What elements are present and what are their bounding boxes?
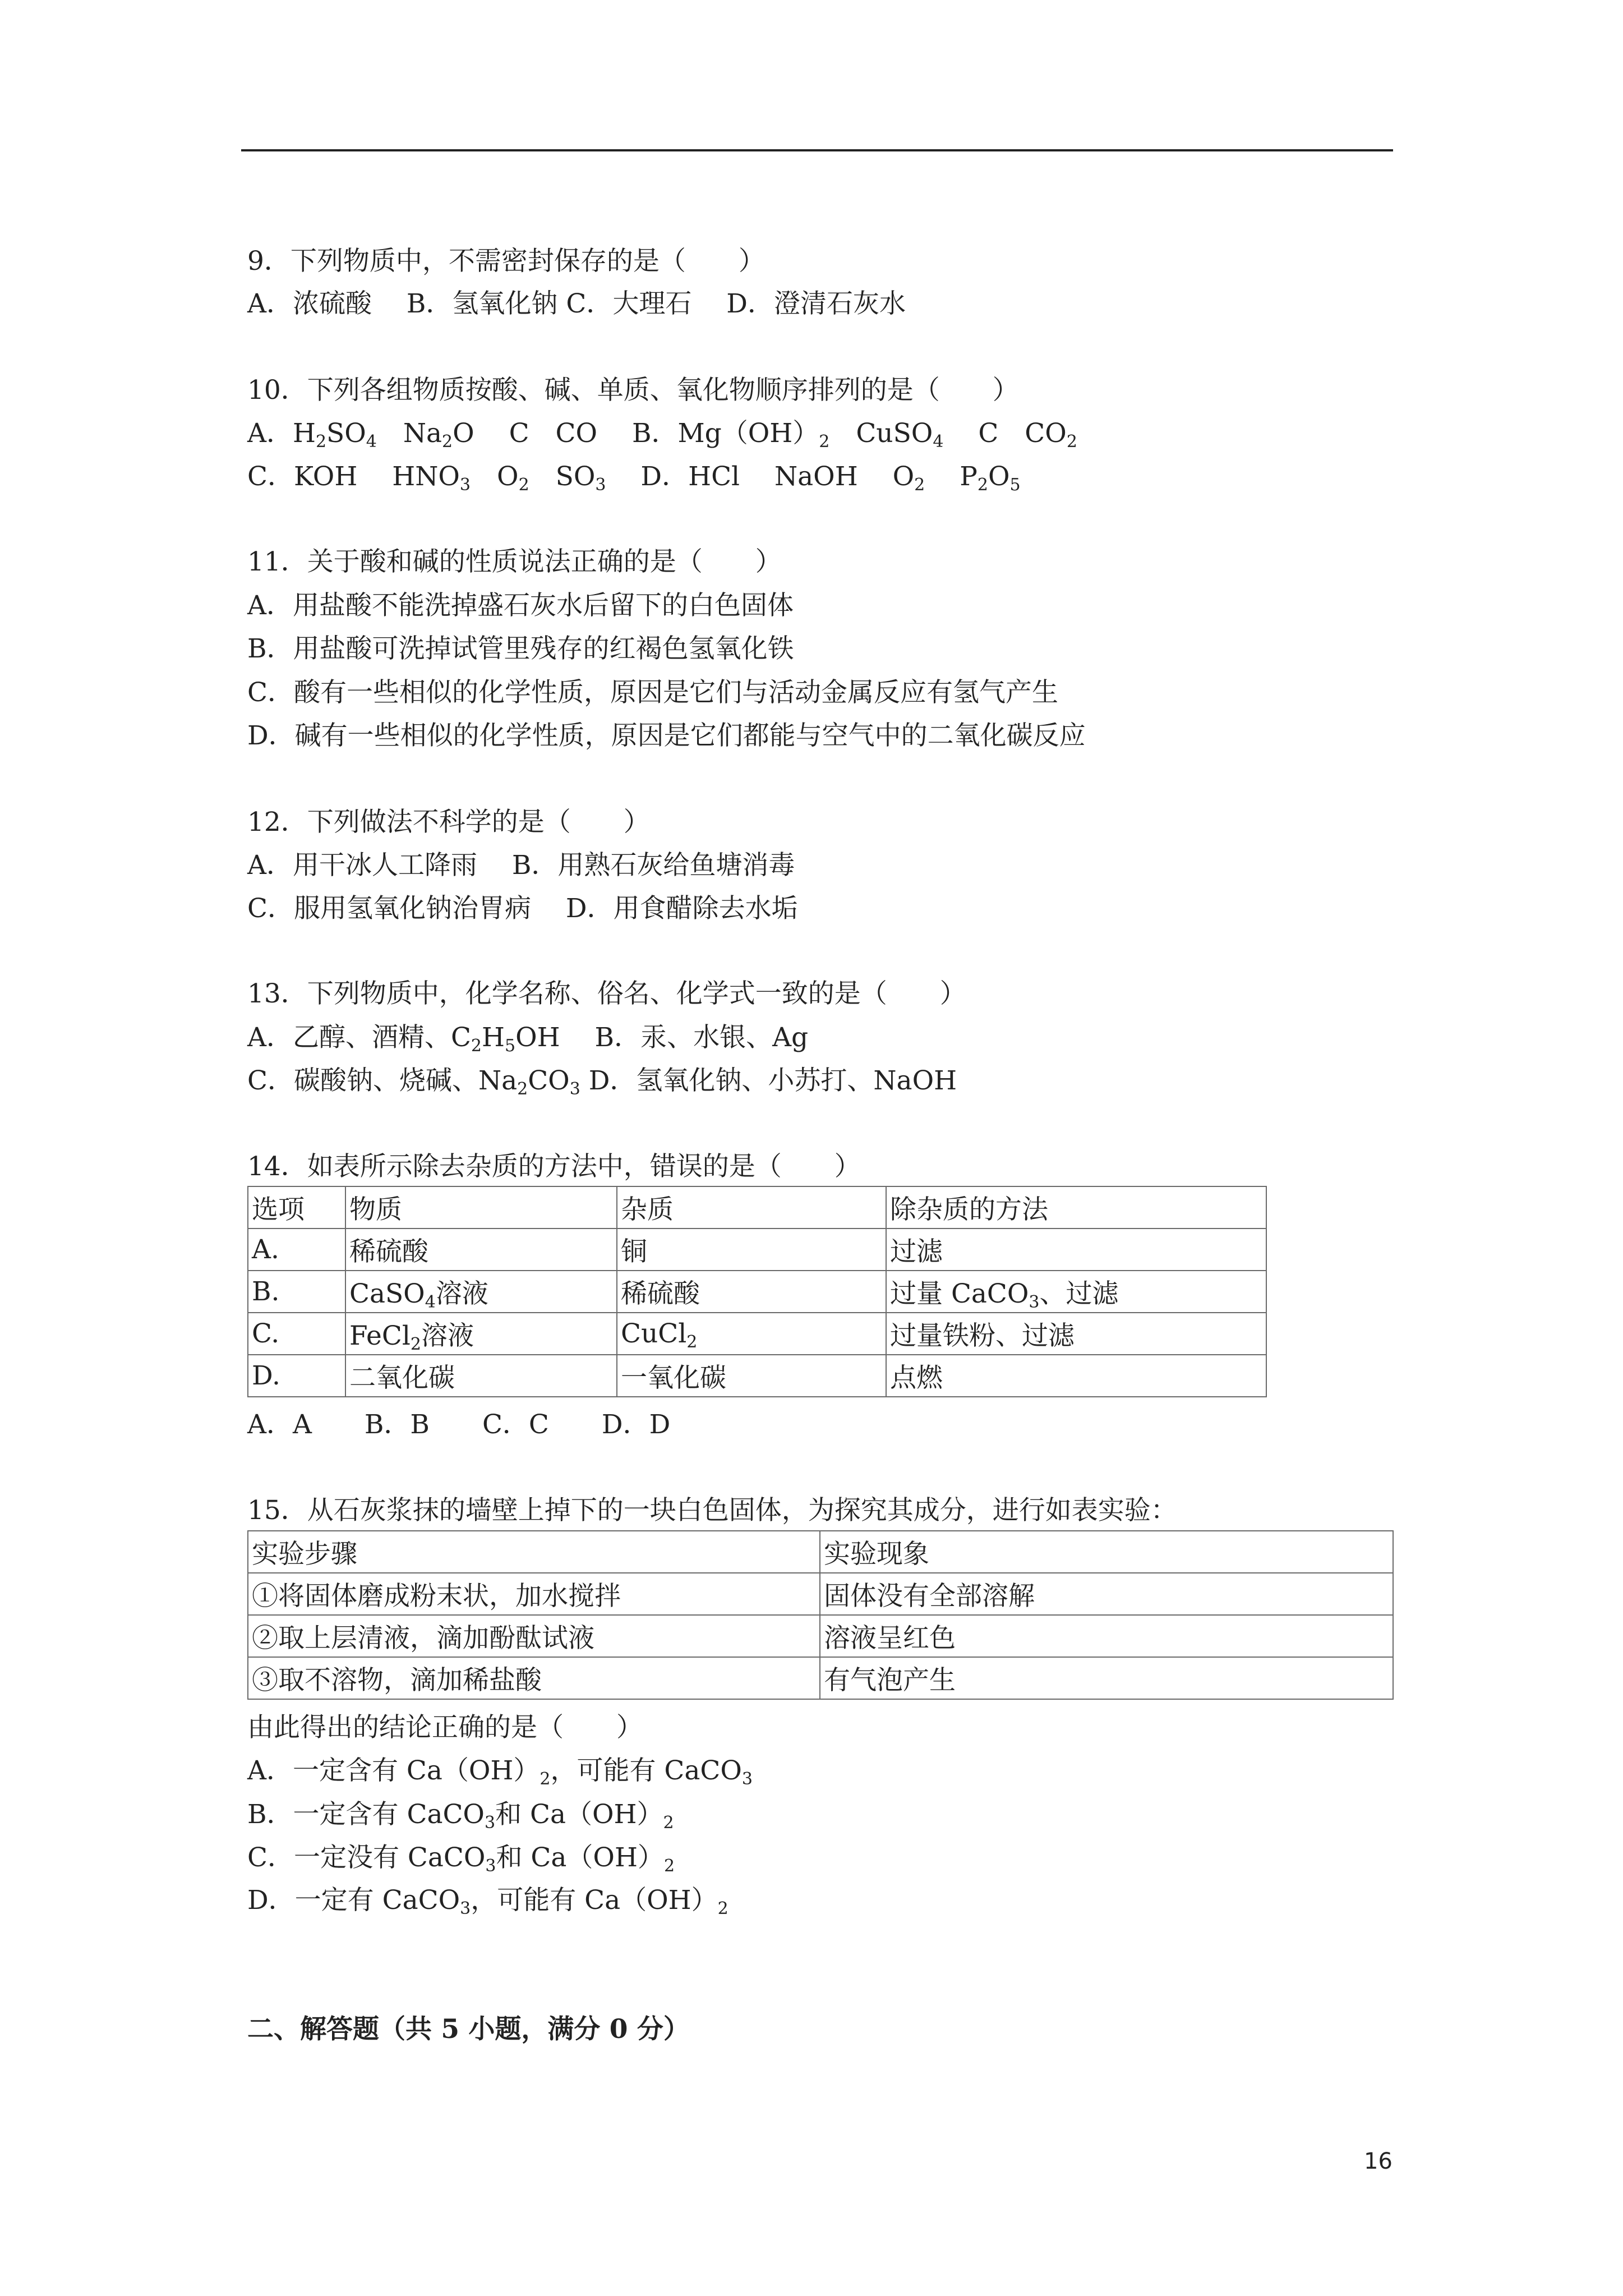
q14-options: A．A B．B C．C D．D — [247, 1409, 671, 1440]
option-cell: D. — [248, 1355, 345, 1397]
q11-option-c: C．酸有一些相似的化学性质，原因是它们与活动金属反应有氢气产生 — [247, 677, 1058, 708]
substance-cell: 二氧化碳 — [345, 1355, 617, 1397]
option-cell: A. — [248, 1228, 345, 1271]
q15-stem: 15．从石灰浆抹的墙壁上掉下的一块白色固体，为探究其成分，进行如表实验： — [247, 1495, 1177, 1526]
q11-stem: 11．关于酸和碱的性质说法正确的是（ ） — [247, 546, 782, 577]
step-cell: ③取不溶物，滴加稀盐酸 — [248, 1657, 820, 1699]
header-cell: 杂质 — [617, 1186, 886, 1228]
header-cell: 除杂质的方法 — [886, 1186, 1266, 1228]
table-row — [248, 1615, 1393, 1657]
q14-table — [247, 1186, 1267, 1397]
q15-option-b: B．一定含有 CaCO$_3$和 $Ca(OH)_2$ — [247, 1799, 674, 1833]
observation-cell: 固体没有全部溶解 — [820, 1573, 1393, 1615]
method-cell: 过滤 — [886, 1228, 1266, 1271]
impurity-cell: 一氧化碳 — [617, 1355, 886, 1397]
table-row — [248, 1573, 1393, 1615]
impurity-cell: 稀硫酸 — [617, 1271, 886, 1313]
substance-cell: CaSO$_4$溶液 — [345, 1271, 617, 1313]
q10-options-cd: C．KOH $HNO_3$ $O_2$ $SO_3$ D．HCl NaOH $O_2$ $P_2O_5$ — [247, 461, 1021, 495]
q13-options-cd: C．碳酸钠、烧碱、$Na_2CO_3$ D．氢氧化钠、小苏打、NaOH — [247, 1065, 957, 1099]
q9-stem: 9．下列物质中，不需密封保存的是（ ） — [247, 246, 765, 277]
table-header-row — [248, 1186, 1266, 1228]
step-cell: ②取上层清液，滴加酚酞试液 — [248, 1615, 820, 1657]
q10-options-ab: A．$H_2SO_4$ $Na_2O$ C CO B．$Mg(OH)_2$ CuSO$_4$ C $CO_2$ — [247, 418, 1077, 452]
method-cell: 过量铁粉、过滤 — [886, 1313, 1266, 1355]
q11-option-d: D．碱有一些相似的化学性质，原因是它们都能与空气中的二氧化碳反应 — [247, 720, 1086, 751]
header-rule — [241, 149, 1393, 151]
q15-conclusion: 由此得出的结论正确的是（ ） — [247, 1712, 643, 1743]
observation-cell: 溶液呈红色 — [820, 1615, 1393, 1657]
q15-table — [247, 1530, 1394, 1700]
substance-cell: FeCl$_2$溶液 — [345, 1313, 617, 1355]
option-cell: B. — [248, 1271, 345, 1313]
table-row — [248, 1271, 1266, 1313]
q12-options-ab: A．用干冰人工降雨 B．用熟石灰给鱼塘消毒 — [247, 850, 795, 881]
impurity-cell: 铜 — [617, 1228, 886, 1271]
q11-option-a: A．用盐酸不能洗掉盛石灰水后留下的白色固体 — [247, 590, 794, 621]
q10-stem: 10．下列各组物质按酸、碱、单质、氧化物顺序排列的是（ ） — [247, 375, 1019, 406]
table-row — [248, 1657, 1393, 1699]
q14-stem: 14．如表所示除去杂质的方法中，错误的是（ ） — [247, 1151, 861, 1182]
section-heading: 二、解答题（共 5 小题，满分 0 分） — [247, 2014, 690, 2045]
table-row — [248, 1228, 1266, 1271]
method-cell: 点燃 — [886, 1355, 1266, 1397]
header-cell: 实验现象 — [820, 1531, 1393, 1573]
table-row — [248, 1355, 1266, 1397]
table-row — [248, 1313, 1266, 1355]
method-cell: 过量 CaCO$_3$、过滤 — [886, 1271, 1266, 1313]
q15-option-d: D．一定有 CaCO$_3$，可能有 $Ca(OH)_2$ — [247, 1885, 728, 1918]
q12-options-cd: C．服用氢氧化钠治胃病 D．用食醋除去水垢 — [247, 893, 798, 924]
header-cell: 实验步骤 — [248, 1531, 820, 1573]
q11-option-b: B．用盐酸可洗掉试管里残存的红褐色氢氧化铁 — [247, 633, 794, 664]
option-cell: C. — [248, 1313, 345, 1355]
step-cell: ①将固体磨成粉末状，加水搅拌 — [248, 1573, 820, 1615]
header-cell: 物质 — [345, 1186, 617, 1228]
header-cell: 选项 — [248, 1186, 345, 1228]
page-number: 16 — [1364, 2148, 1393, 2174]
q13-options-ab: A．乙醇、酒精、$C_2H_5OH$ B．汞、水银、Ag — [247, 1022, 809, 1056]
table-header-row — [248, 1531, 1393, 1573]
q12-stem: 12．下列做法不科学的是（ ） — [247, 807, 650, 838]
q9-options: A．浓硫酸 B．氢氧化钠 C．大理石 D．澄清石灰水 — [247, 288, 906, 319]
q15-option-a: A．一定含有 $Ca(OH)_2$，可能有 CaCO$_3$ — [247, 1755, 753, 1789]
substance-cell: 稀硫酸 — [345, 1228, 617, 1271]
q13-stem: 13．下列物质中，化学名称、俗名、化学式一致的是（ ） — [247, 978, 966, 1009]
observation-cell: 有气泡产生 — [820, 1657, 1393, 1699]
impurity-cell: CuCl$_2$ — [617, 1313, 886, 1355]
q15-option-c: C．一定没有 CaCO$_3$和 $Ca(OH)_2$ — [247, 1842, 675, 1876]
